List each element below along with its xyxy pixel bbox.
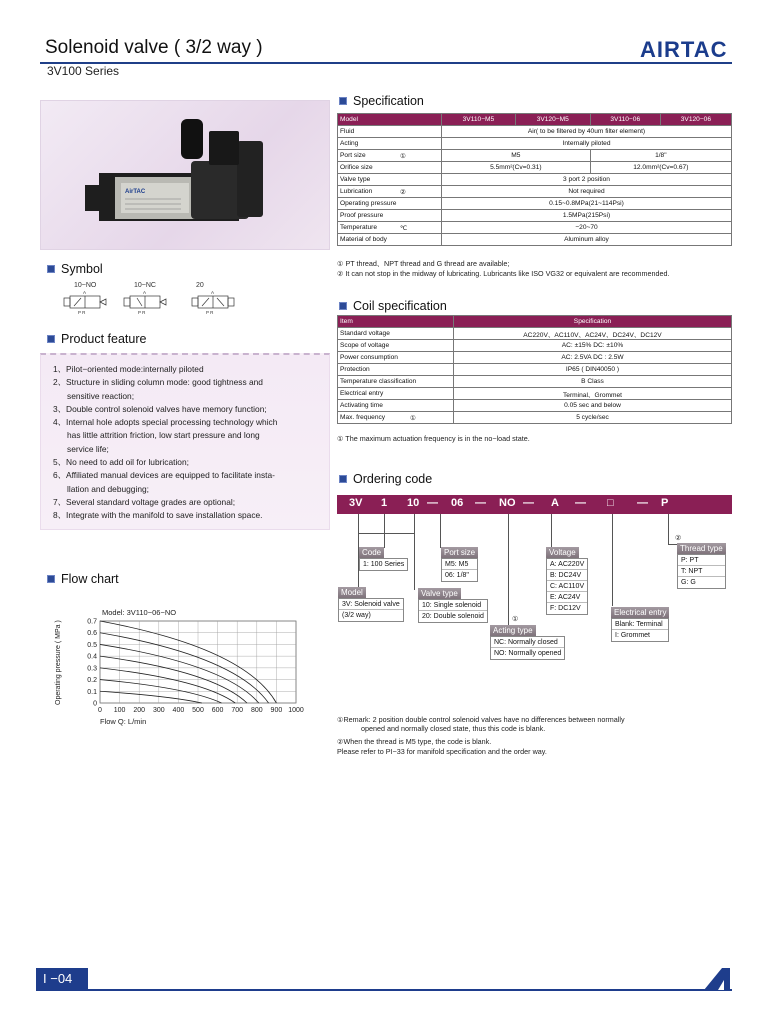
table-cell: 0.05 sec and below: [454, 400, 732, 412]
x-tick-label: 500: [192, 707, 204, 714]
row-label: [338, 234, 442, 246]
table-row: [338, 340, 732, 352]
table-cell: AC220V、AC110V、AC24V、DC24V、DC12V: [454, 328, 732, 340]
svg-text:P R: P R: [138, 310, 146, 315]
specification-notes: [337, 259, 737, 278]
product-feature-heading-text: Product feature: [61, 332, 147, 346]
row-label-text: Port size: [340, 152, 366, 159]
valve-type-option: 20: Double solenoid: [422, 613, 484, 620]
page-number: I −04: [36, 968, 88, 990]
row-label: [338, 150, 442, 162]
title-rule: [40, 62, 732, 64]
ordering-remarks: [337, 715, 737, 756]
feature-item: 8、Integrate with the manifold to save installation space.: [53, 510, 263, 521]
specification-heading: [339, 94, 424, 108]
row-label-text: Operating pressure: [340, 200, 397, 207]
code-segment: —: [427, 497, 438, 509]
row-label: [338, 126, 442, 138]
row-label: [338, 174, 442, 186]
code-segment: □: [607, 497, 614, 509]
table-cell: 1/8": [590, 150, 731, 162]
table-cell: 0.15~0.8MPa(21~114Psi): [442, 198, 732, 210]
row-label-text: Valve type: [340, 176, 371, 183]
row-label-text: Temperature classification: [340, 378, 417, 385]
feature-item: 4、Internal hole adopts special processing technology which: [53, 417, 278, 428]
y-tick-label: 0.1: [87, 688, 97, 696]
model-option: 3V: Solenoid valve: [339, 599, 403, 610]
svg-text:A: A: [143, 290, 147, 295]
section-bullet-icon: [339, 97, 347, 105]
table-header-row: [338, 316, 732, 328]
connector-line: [668, 514, 669, 544]
table-row: [338, 198, 732, 210]
y-axis-label: Operating pressure ( MPa ): [55, 620, 62, 705]
thread-type-mark: ②: [675, 533, 682, 542]
voltage-option: B: DC24V: [547, 570, 587, 581]
chart-title: Model: 3V110−06−NO: [102, 608, 177, 617]
section-bullet-icon: [47, 335, 55, 343]
x-tick-label: 900: [270, 707, 283, 714]
table-row: [338, 222, 732, 234]
code-box-title: Code: [359, 547, 384, 558]
coil-note: ① The maximum actuation frequency is in the no−load state.: [337, 434, 530, 443]
table-header-row: [338, 114, 732, 126]
table-row: [338, 412, 732, 424]
footer-rule: [36, 989, 732, 991]
port-size-option: 06: 1/8": [445, 572, 469, 579]
acting-type-option: NC: Normally closed: [491, 637, 564, 648]
table-row: [338, 138, 732, 150]
row-mark: ℃: [400, 225, 408, 232]
feature-item: service life;: [67, 443, 109, 454]
remark-line: opened and normally closed state, thus this code is blank.: [361, 724, 546, 734]
svg-text:A: A: [211, 290, 215, 295]
y-tick-label: 0: [93, 700, 97, 708]
row-label-text: Activating time: [340, 402, 383, 409]
page-subtitle: 3V100 Series: [47, 64, 120, 78]
row-label: [338, 412, 454, 424]
table-cell: B Class: [454, 376, 732, 388]
feature-item: 1、Pilot−oriented mode:internally piloted: [53, 364, 204, 374]
symbol-label-20: 20: [196, 282, 204, 289]
table-row: [338, 328, 732, 340]
x-axis-label: Flow Q: L/min: [100, 717, 147, 726]
column-header: 3V110−06: [590, 114, 660, 126]
table-cell: 1.5MPa(215Psi): [442, 210, 732, 222]
remark-line: Please refer to PI−33 for manifold specification and the order way.: [337, 746, 547, 756]
x-tick-label: 0: [98, 707, 102, 714]
port-size-title: Port size: [441, 547, 478, 558]
x-tick-label: 300: [152, 707, 165, 714]
code-segment: 10: [407, 497, 420, 509]
electrical-entry-option: I: Grommet: [615, 632, 651, 639]
code-segment: —: [637, 497, 648, 509]
flow-chart: [52, 603, 304, 726]
svg-text:P R: P R: [206, 310, 214, 315]
code-segment: —: [575, 497, 586, 509]
table-cell: 5 cycle/sec: [454, 412, 732, 424]
row-label-text: Standard voltage: [340, 330, 390, 337]
acting-type-option: NO: Normally opened: [494, 650, 562, 657]
code-segment: —: [523, 497, 534, 509]
row-label: [338, 388, 454, 400]
table-cell: 5.5mm²(Cv=0.31): [442, 162, 591, 174]
voltage-option: A: AC220V: [547, 559, 587, 570]
code-segment: NO: [499, 497, 516, 509]
row-label-text: Proof pressure: [340, 212, 384, 219]
coil-heading: [339, 299, 447, 313]
feature-item: 3、Double control solenoid valves have memory function;: [53, 403, 267, 414]
coil-table: [337, 315, 732, 424]
x-tick-label: 400: [172, 707, 185, 714]
valve-type-box: [418, 588, 488, 623]
table-cell: 3 port 2 position: [442, 174, 732, 186]
row-label-text: Protection: [340, 366, 370, 373]
valve-type-option: 10: Single solenoid: [419, 600, 487, 611]
connector-line: [612, 514, 613, 606]
specification-table: [337, 113, 732, 246]
section-bullet-icon: [47, 265, 55, 273]
flow-chart-svg: [52, 603, 304, 726]
symbol-label-no: 10~NO: [74, 282, 97, 289]
thread-type-option: G: G: [681, 579, 696, 586]
row-label: [338, 400, 454, 412]
connector-line: [358, 533, 414, 534]
row-mark: ①: [410, 415, 416, 422]
valve-type-title: Valve type: [418, 588, 461, 599]
row-label-text: Orifice size: [340, 164, 373, 171]
thread-type-box: [677, 543, 726, 589]
symbol-heading-text: Symbol: [61, 262, 103, 276]
row-label-text: Power consumption: [340, 354, 398, 361]
row-label-text: Max. frequency: [340, 414, 386, 421]
code-segment: —: [475, 497, 486, 509]
feature-item: 7、Several standard voltage grades are optional;: [53, 496, 236, 507]
electrical-entry-box: [611, 607, 669, 642]
column-header: 3V120−06: [660, 114, 731, 126]
voltage-option: F: DC12V: [550, 605, 581, 612]
feature-item: llation and debugging;: [67, 483, 149, 494]
table-cell: −20~70: [442, 222, 732, 234]
code-segment: 06: [451, 497, 464, 509]
product-feature-heading: [47, 332, 146, 346]
section-bullet-icon: [47, 575, 55, 583]
feature-item: 5、No need to add oil for lubrication;: [53, 457, 189, 468]
thread-type-title: Thread type: [677, 543, 726, 554]
column-header: Model: [338, 114, 442, 126]
acting-type-mark: ①: [512, 614, 519, 623]
table-cell: Aluminum alloy: [442, 234, 732, 246]
table-cell: Not required: [442, 186, 732, 198]
table-row: [338, 210, 732, 222]
thread-type-option: P: PT: [678, 555, 725, 566]
electrical-entry-option: Blank: Terminal: [612, 619, 668, 630]
coil-heading-text: Coil specification: [353, 299, 447, 313]
ordering-heading-text: Ordering code: [353, 472, 433, 486]
connector-line: [440, 514, 441, 548]
table-row: [338, 174, 732, 186]
row-label-text: Temperature: [340, 224, 378, 231]
table-row: [338, 364, 732, 376]
y-tick-label: 0.5: [87, 641, 97, 649]
table-cell: M5: [442, 150, 591, 162]
column-header: 3V120−M5: [515, 114, 590, 126]
spec-note: ② It can not stop in the midway of lubricating. Lubricants like ISO VG32 or equivalent are recommended.: [337, 268, 670, 278]
table-cell: Air( to be filtered by 40um filter element): [442, 126, 732, 138]
svg-text:A: A: [83, 290, 87, 295]
acting-type-box: [490, 625, 565, 660]
flow-chart-heading: [47, 572, 119, 586]
voltage-option: E: AC24V: [547, 592, 587, 603]
y-tick-label: 0.3: [87, 665, 97, 673]
y-tick-label: 0.2: [87, 677, 97, 685]
column-header: Item: [338, 316, 454, 328]
row-label: [338, 376, 454, 388]
electrical-entry-title: Electrical entry: [611, 607, 669, 618]
row-label: [338, 364, 454, 376]
svg-text:P R: P R: [78, 310, 86, 315]
port-size-box: [441, 547, 478, 582]
code-segment: 1: [381, 497, 388, 509]
row-label: [338, 162, 442, 174]
y-tick-label: 0.6: [87, 630, 97, 638]
product-photo: [40, 100, 330, 250]
x-tick-label: 600: [211, 707, 224, 714]
row-label-text: Material of body: [340, 236, 387, 243]
row-label: [338, 138, 442, 150]
connector-line: [551, 514, 552, 548]
column-header: Specification: [454, 316, 732, 328]
row-label: [338, 210, 442, 222]
symbol-heading: [47, 262, 103, 276]
row-label: [338, 198, 442, 210]
airtac-logo: [640, 36, 732, 68]
thread-type-option: T: NPT: [678, 566, 725, 577]
table-row: [338, 352, 732, 364]
table-row: [338, 388, 732, 400]
feature-item: 2、Structure in sliding column mode: good tightness and: [53, 377, 263, 388]
airtac-triangle-icon: [700, 966, 732, 990]
x-tick-label: 100: [113, 707, 126, 714]
symbol-label-nc: 10~NC: [134, 282, 156, 289]
table-cell: AC: 2.5VA DC : 2.5W: [454, 352, 732, 364]
code-segment: 3V: [349, 497, 363, 509]
acting-type-title: Acting type: [490, 625, 536, 636]
row-label: [338, 328, 454, 340]
table-row: [338, 162, 732, 174]
section-bullet-icon: [339, 302, 347, 310]
connector-line: [508, 514, 509, 626]
valve-symbol-icon: [62, 290, 262, 318]
model-option: (3/2 way): [342, 612, 371, 619]
table-cell: IP65 ( DIN40050 ): [454, 364, 732, 376]
row-label-text: Scope of voltage: [340, 342, 390, 349]
section-bullet-icon: [339, 475, 347, 483]
valve-symbols: [62, 282, 262, 318]
column-header: 3V110−M5: [442, 114, 516, 126]
table-row: [338, 126, 732, 138]
x-tick-label: 800: [250, 707, 263, 714]
model-box-title: Model: [338, 587, 366, 598]
table-cell: 12.0mm²(Cv=0.67): [590, 162, 731, 174]
code-segment: A: [551, 497, 559, 509]
remark-line: ②When the thread is M5 type, the code is blank.: [337, 737, 492, 747]
remark-line: ①Remark: 2 position double control solenoid valves have no differences between normally: [337, 715, 625, 724]
table-row: [338, 234, 732, 246]
table-row: [338, 400, 732, 412]
feature-item: 6、Affiliated manual devices are equipped to facilitate insta-: [53, 470, 275, 481]
page-title: Solenoid valve ( 3/2 way ): [45, 37, 263, 58]
x-tick-label: 1000: [288, 707, 304, 714]
code-option: 1: 100 Series: [363, 561, 405, 568]
voltage-option: C: AC110V: [547, 581, 587, 592]
y-tick-label: 0.4: [87, 653, 97, 661]
feature-list: [40, 353, 330, 530]
table-row: [338, 150, 732, 162]
svg-text:AIRTAC: AIRTAC: [640, 37, 728, 62]
table-cell: Internally piloted: [442, 138, 732, 150]
row-label: [338, 352, 454, 364]
table-row: [338, 376, 732, 388]
photo-brand-mark: AirTAC: [125, 189, 146, 195]
ordering-heading: [339, 472, 432, 486]
specification-heading-text: Specification: [353, 94, 424, 108]
row-label: [338, 340, 454, 352]
ordering-code-bar: [337, 495, 732, 514]
table-cell: Terminal、Grommet: [454, 388, 732, 400]
model-box: [338, 587, 404, 622]
connector-line: [414, 514, 415, 590]
port-size-option: M5: M5: [442, 559, 477, 570]
voltage-box: [546, 547, 588, 615]
solenoid-valve-photo-icon: [41, 101, 331, 251]
code-box: [359, 547, 408, 571]
row-mark: ②: [400, 189, 406, 196]
table-cell: AC: ±15% DC: ±10%: [454, 340, 732, 352]
y-tick-label: 0.7: [87, 618, 97, 626]
x-tick-label: 700: [231, 707, 244, 714]
table-row: [338, 186, 732, 198]
airtac-logo-icon: [640, 36, 732, 62]
flow-chart-heading-text: Flow chart: [61, 572, 119, 586]
connector-line: [384, 514, 385, 548]
x-tick-label: 200: [133, 707, 146, 714]
spec-note: ① PT thread、NPT thread and G thread are available;: [337, 259, 510, 268]
voltage-title: Voltage: [546, 547, 579, 558]
feature-item: has little attrition friction, low start pressure and long: [67, 430, 260, 441]
row-mark: ①: [400, 153, 406, 160]
row-label-text: Electrical entry: [340, 390, 384, 397]
feature-item: sensitive reaction;: [67, 390, 135, 401]
code-segment: P: [661, 497, 669, 509]
row-label: [338, 222, 442, 234]
row-label-text: Fluid: [340, 128, 355, 135]
row-label: [338, 186, 442, 198]
row-label-text: Acting: [340, 140, 359, 147]
row-label-text: Lubrication: [340, 188, 373, 195]
